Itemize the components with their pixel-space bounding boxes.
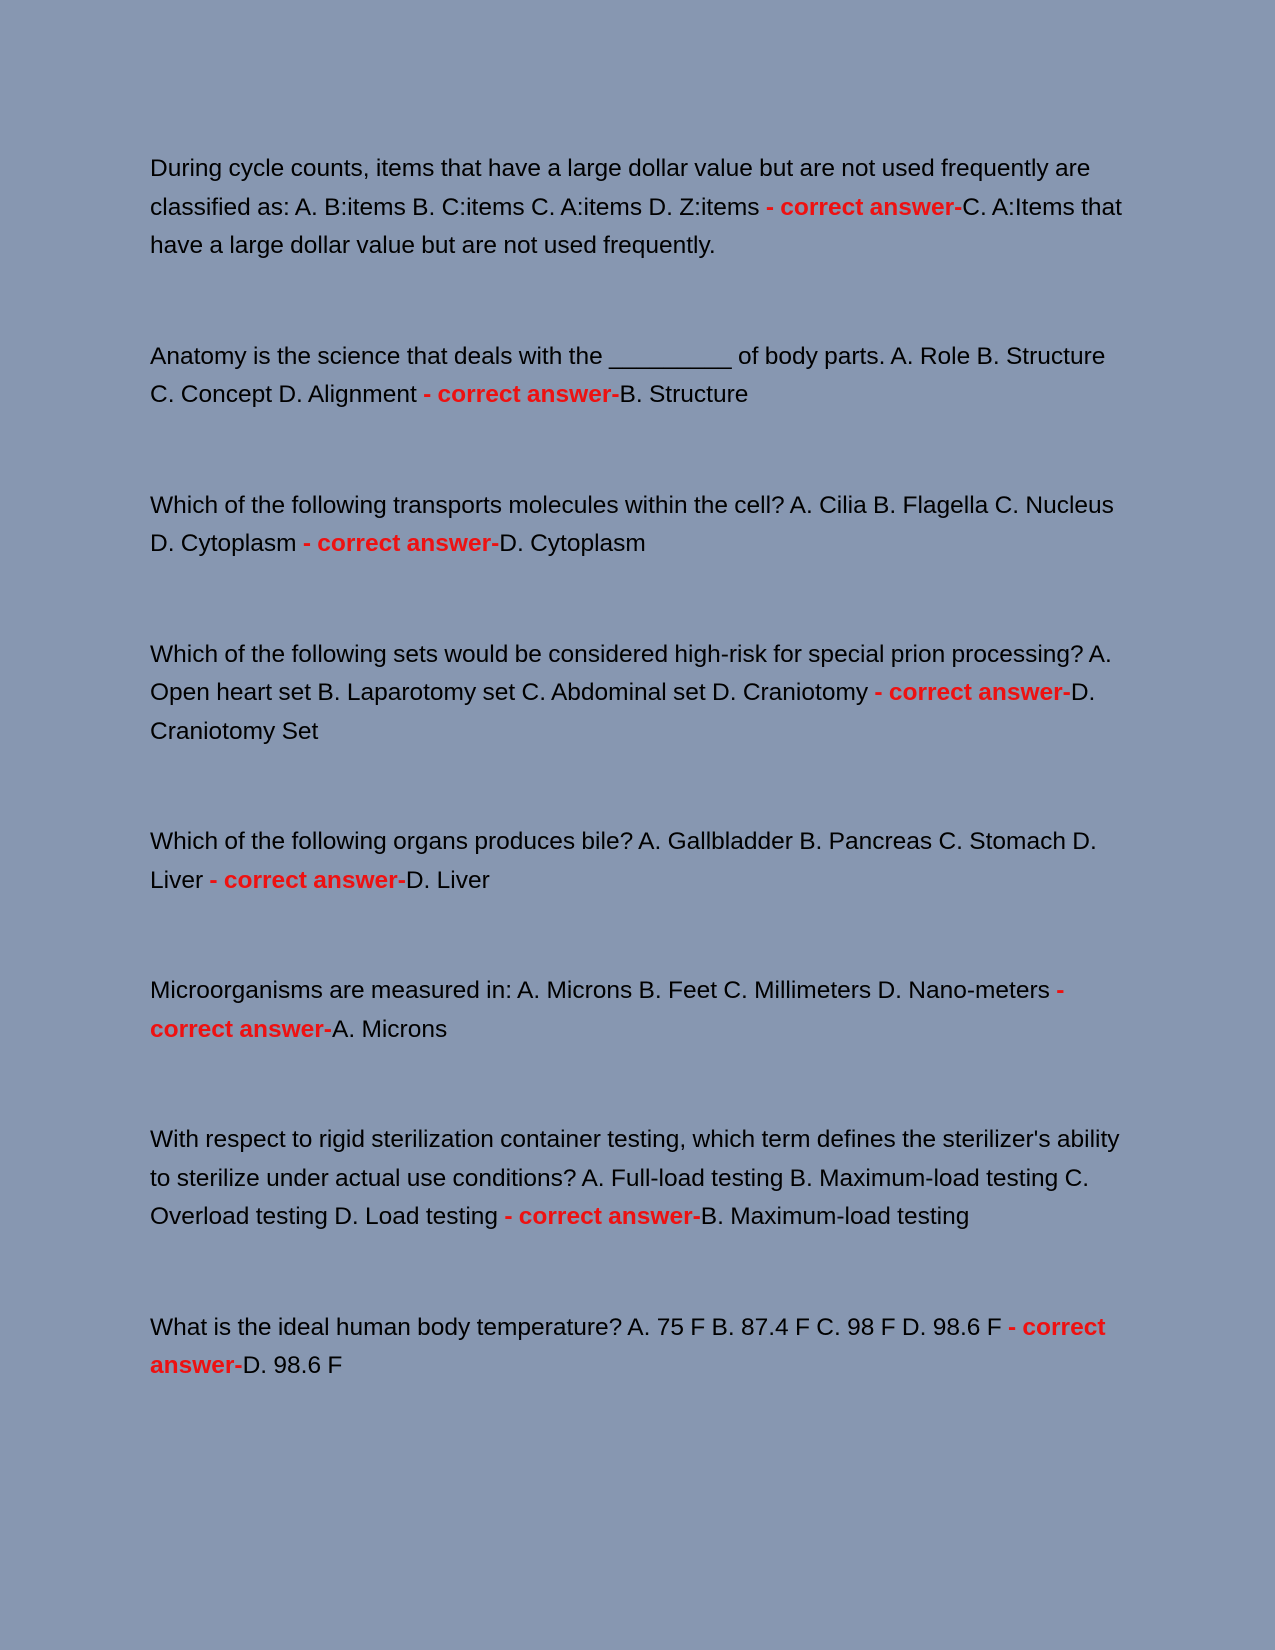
question-text: With respect to rigid sterilization container testing, which term defines the sterilizer's ability to sterilize under actual use conditions? A. Full-load testing B. Maximum-load testing C. Overload testing D. Load testing (150, 1126, 1120, 1230)
qa-item-8 (150, 1309, 1135, 1386)
question-text: What is the ideal human body temperature? A. 75 F B. 87.4 F C. 98 F D. 98.6 F (150, 1313, 1008, 1341)
answer-text: A. Microns (331, 1015, 448, 1043)
question-text: Anatomy is the science that deals with the _________ of body parts. A. Role B. Structure C. Concept D. Alignment (150, 342, 1106, 408)
correct-answer-marker: - correct answer- (150, 977, 1065, 1043)
correct-answer-marker: - correct answer- (423, 381, 620, 408)
qa-item-6 (150, 972, 1135, 1049)
correct-answer-marker: - correct answer- (504, 1203, 701, 1230)
answer-text: D. Cytoplasm (499, 530, 646, 557)
question-text: Which of the following organs produces bile? A. Gallbladder B. Pancreas C. Stomach D. Liver (150, 828, 1097, 894)
correct-answer-marker: - correct answer- (209, 866, 406, 894)
answer-text: D. 98.6 F (242, 1352, 343, 1379)
correct-answer-marker: - correct answer- (874, 679, 1071, 706)
question-text: Microorganisms are measured in: A. Microns B. Feet C. Millimeters D. Nano-meters (150, 977, 1057, 1004)
correct-answer-marker: - correct answer- (765, 193, 963, 221)
answer-text: B. Maximum-load testing (700, 1203, 970, 1230)
correct-answer-marker: - correct answer- (150, 1313, 1106, 1379)
qa-item-4 (150, 636, 1135, 752)
answer-text: D. Craniotomy Set (150, 679, 1096, 745)
correct-answer-marker: - correct answer- (302, 530, 500, 557)
answer-text: B. Structure (619, 381, 749, 408)
qa-item-7 (150, 1121, 1135, 1237)
qa-item-2 (150, 338, 1135, 415)
question-text: During cycle counts, items that have a large dollar value but are not used frequently are classified as: A. B:items B. C:items C. A:items D. Z:items (150, 155, 1091, 221)
question-text: Which of the following sets would be considered high-risk for special prion processing? A. Open heart set B. Laparotomy set C. Abdominal set D. Craniotomy (150, 640, 1112, 706)
question-text: Which of the following transports molecules within the cell? A. Cilia B. Flagella C. Nucleus D. Cytoplasm (150, 491, 1114, 557)
answer-text: D. Liver (405, 866, 490, 894)
qa-item-1 (150, 150, 1135, 266)
qa-item-5 (150, 823, 1135, 900)
qa-item-3 (150, 487, 1135, 564)
answer-text: C. A:Items that have a large dollar value but are not used frequently. (150, 193, 1122, 259)
